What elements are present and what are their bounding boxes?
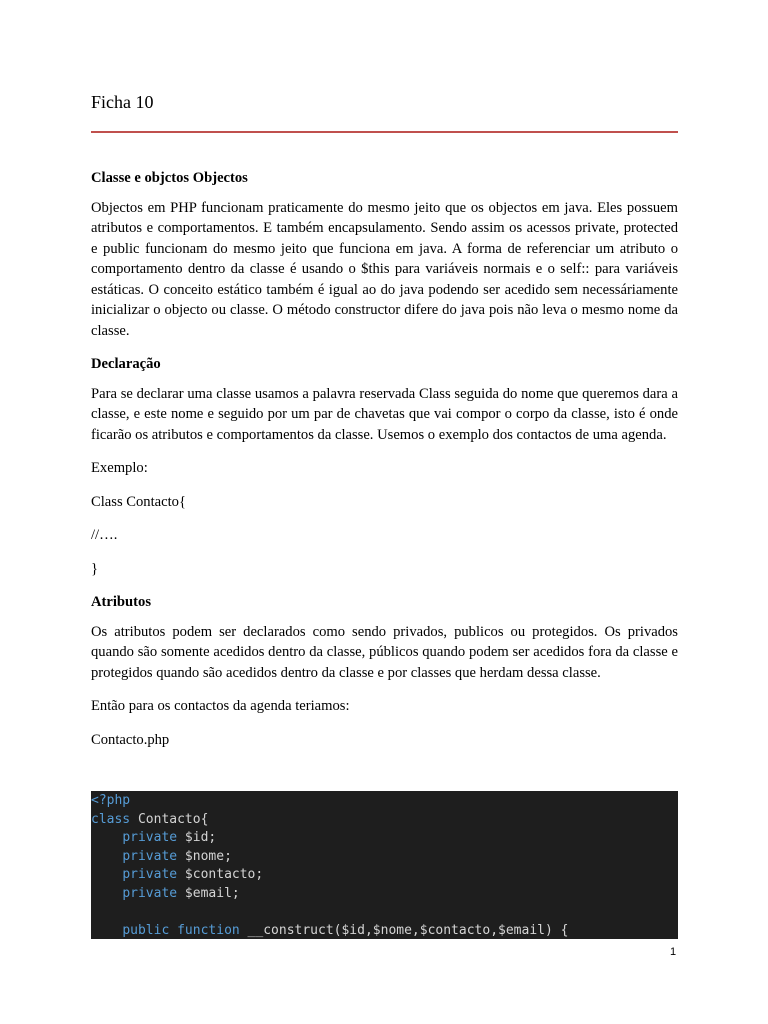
code-line: [91, 792, 678, 811]
paragraph: Class Contacto{: [91, 493, 186, 510]
code-space: [169, 923, 177, 938]
code-line: [91, 922, 678, 940]
code-line: [91, 866, 678, 885]
code-keyword: private: [122, 885, 178, 901]
paragraph: Os atributos podem ser declarados como sendo privados, publicos ou protegidos. Os privados quando são somente acedidos dentro da classe, públicos quando podem ser acedidos fora da classe e protegidos quando são acedidos dentro da classe e por classes que herdam dessa classe.: [91, 623, 678, 681]
section-heading: Classe e objctos Objectos: [91, 170, 248, 186]
code-text: $nome;: [177, 848, 232, 864]
code-line-blank: [91, 903, 678, 922]
code-keyword: private: [122, 830, 178, 845]
code-line: [91, 885, 678, 904]
code-indent: [91, 867, 122, 882]
code-keyword: <?php: [91, 793, 131, 808]
code-text: $contacto;: [177, 867, 264, 882]
code-keyword: function: [177, 922, 240, 938]
code-indent: [91, 886, 122, 901]
paragraph: Então para os contactos da agenda teriamos:: [91, 698, 350, 714]
document-body: [91, 168, 678, 763]
paragraph: Para se declarar uma classe usamos a palavra reservada Class seguida do nome que queremos dara a classe, e este nome e seguido por um par de chavetas que vai compor o corpo da classe, isto é onde ficarão os atributos e comportamentos da classe. Usemos o exemplo dos contactos de uma agenda.: [91, 385, 678, 443]
paragraph: Exemplo:: [91, 460, 148, 476]
code-block: [91, 791, 678, 939]
page-number: 1: [670, 946, 677, 958]
code-keyword: private: [122, 867, 178, 882]
code-line: [91, 829, 678, 848]
section-heading: Atributos: [91, 594, 151, 610]
code-keyword: private: [122, 848, 178, 864]
code-text: __construct($id,$nome,$contacto,$email) {: [239, 922, 569, 938]
paragraph: //….: [91, 527, 118, 543]
code-line: [91, 811, 678, 830]
code-text: $email;: [177, 885, 240, 901]
code-indent: [91, 830, 122, 845]
code-indent: [91, 923, 122, 938]
section-heading: Declaração: [91, 356, 161, 372]
paragraph: Contacto.php: [91, 731, 170, 748]
code-text: Contacto{: [130, 811, 209, 827]
code-text: $id;: [177, 830, 217, 845]
code-line: [91, 848, 678, 867]
code-keyword: class: [91, 811, 131, 827]
code-indent: [91, 849, 122, 864]
paragraph: }: [91, 560, 99, 577]
document-title: Ficha 10: [91, 92, 154, 112]
code-keyword: public: [122, 922, 170, 938]
title-divider: [91, 131, 678, 133]
paragraph: Objectos em PHP funcionam praticamente do mesmo jeito que os objectos em java. Eles possuem atributos e comportamentos. E também encapsulamento. Sendo assim os acessos private, protected e public funcionam do mesmo jeito que funciona em java. A forma de referenciar um atributo o comportamento dentro da classe é usando o $this para variáveis normais e o self:: para variáveis estáticas. O conceito estático também é igual ao do java podendo ser acedido sem necessáriamente inicializar o objecto ou classe. O método constructor difere do java pois não leva o mesmo nome da classe.: [91, 199, 678, 339]
